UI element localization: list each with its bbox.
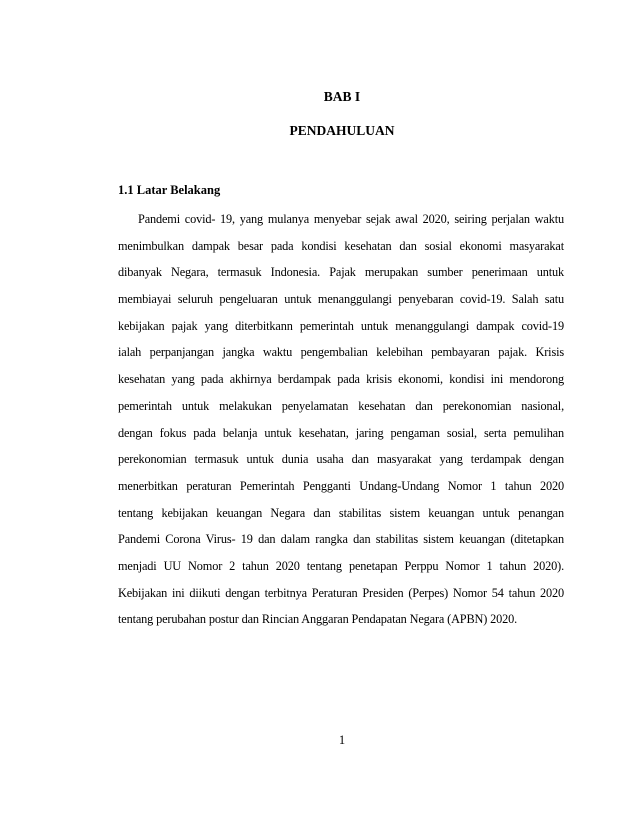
paragraph-line: perekonomian termasuk untuk dunia usaha dan masyarakat yang terdampak dengan bbox=[118, 452, 564, 467]
paragraph-line: dibanyak Negara, termasuk Indonesia. Pajak merupakan sumber penerimaan untuk bbox=[118, 265, 564, 280]
section-heading: 1.1 Latar Belakang bbox=[118, 183, 221, 197]
paragraph-line: kebijakan pajak yang diterbitkann pemerintah untuk menanggulangi dampak covid-19 bbox=[118, 318, 564, 333]
paragraph-line: Pandemi covid- 19, yang mulanya menyebar sejak awal 2020, seiring perjalan waktu bbox=[138, 212, 564, 226]
paragraph-line: ialah perpanjangan jangka waktu pengembalian kelebihan pembayaran pajak. Krisis bbox=[118, 345, 564, 360]
paragraph-line: kesehatan yang pada akhirnya berdampak pada krisis ekonomi, kondisi ini mendorong bbox=[118, 372, 564, 387]
paragraph-line: menjadi UU Nomor 2 tahun 2020 tentang penetapan Perppu Nomor 1 tahun 2020). bbox=[118, 558, 564, 573]
paragraph-line: menimbulkan dampak besar pada kondisi kesehatan dan sosial ekonomi masyarakat bbox=[118, 238, 564, 253]
paragraph-line: dengan fokus pada belanja untuk kesehatan, jaring pengaman sosial, serta pemulihan bbox=[118, 425, 564, 440]
chapter-title: PENDAHULUAN bbox=[289, 123, 395, 138]
paragraph-line: menerbitkan peraturan Pemerintah Pengganti Undang-Undang Nomor 1 tahun 2020 bbox=[118, 478, 564, 493]
page-number: 1 bbox=[338, 733, 346, 747]
paragraph-line: Pandemi Corona Virus- 19 dan dalam rangka dan stabilitas sistem keuangan (ditetapkan bbox=[118, 532, 564, 547]
chapter-number: BAB I bbox=[323, 89, 361, 104]
paragraph-line: tentang kebijakan keuangan Negara dan stabilitas sistem keuangan untuk penangan bbox=[118, 505, 564, 520]
paragraph-line: tentang perubahan postur dan Rincian Anggaran Pendapatan Negara (APBN) 2020. bbox=[118, 612, 518, 627]
paragraph-line: Kebijakan ini diikuti dengan terbitnya Peraturan Presiden (Perpes) Nomor 54 tahun 2020 bbox=[118, 585, 564, 600]
body-paragraph bbox=[118, 206, 564, 633]
paragraph-line: pemerintah untuk melakukan penyelamatan kesehatan dan perekonomian nasional, bbox=[118, 398, 564, 413]
paragraph-line: membiayai seluruh pengeluaran untuk menanggulangi penyebaran covid-19. Salah satu bbox=[118, 292, 564, 307]
